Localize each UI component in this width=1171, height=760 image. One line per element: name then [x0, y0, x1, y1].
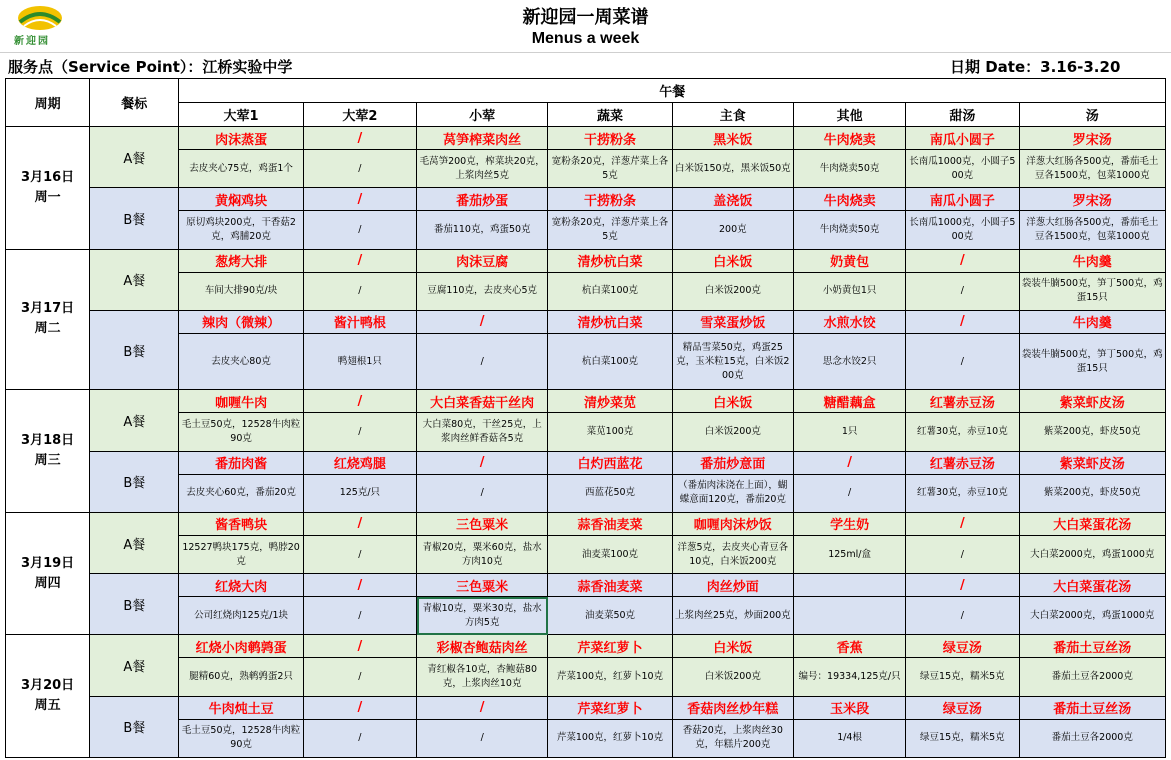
dish-name[interactable]: 干捞粉条 [548, 188, 672, 211]
dish-ingredients[interactable]: 油麦菜100克 [548, 535, 672, 573]
dish-ingredients[interactable]: 红薯30克，赤豆10克 [906, 474, 1019, 512]
dish-ingredients[interactable]: / [303, 211, 416, 249]
dish-name[interactable]: 红烧大肉 [179, 574, 303, 597]
lunch-header: 午餐 [179, 79, 1166, 103]
dish-name[interactable]: 白灼西蓝花 [548, 451, 672, 474]
dish-ingredients[interactable]: 125克/只 [303, 474, 416, 512]
dish-ingredients[interactable]: 1/4根 [793, 719, 905, 757]
page-title: 新迎园一周菜谱 [522, 7, 649, 28]
dish-name[interactable]: 白米饭 [672, 635, 793, 658]
dish-ingredients[interactable]: 200克 [672, 211, 793, 249]
dish-name[interactable]: 清炒菜苋 [548, 390, 672, 413]
dish-name[interactable]: / [417, 696, 548, 719]
day-cell [6, 512, 90, 635]
dish-name[interactable]: 罗宋汤 [1019, 127, 1165, 150]
dish-column-header: 甜汤 [906, 103, 1019, 127]
day-date: 3月19日 [21, 555, 75, 571]
day-cell [6, 249, 90, 390]
meal-label: A餐 [90, 249, 179, 310]
dish-name[interactable]: 番茄炒意面 [672, 451, 793, 474]
dish-ingredients[interactable]: 车间大排90克/块 [179, 272, 303, 310]
divider [0, 52, 1171, 53]
dish-ingredients[interactable]: 12527鸭块175克，鸭脖20克 [179, 535, 303, 573]
dish-name[interactable]: 水煎水饺 [793, 310, 905, 333]
dish-ingredients[interactable]: 洋葱大红肠各500克，番茄毛土豆各1500克，包菜1000克 [1019, 211, 1165, 249]
dish-name[interactable]: 三色粟米 [417, 512, 548, 535]
dish-ingredients[interactable]: 宽粉条20克，洋葱芹菜上各5克 [548, 150, 672, 188]
dish-ingredients[interactable]: 毛土豆50克，12528牛肉粒90克 [179, 413, 303, 451]
dish-ingredients[interactable]: / [906, 272, 1019, 310]
dish-name[interactable]: / [303, 635, 416, 658]
dish-ingredients[interactable]: 白米饭150克，黑米饭50克 [672, 150, 793, 188]
service-point: 服务点（Service Point）：江桥实验中学 [8, 58, 293, 76]
dish-ingredients[interactable]: 大白菜80克，干丝25克，上浆肉丝鲜香菇各5克 [417, 413, 548, 451]
dish-ingredients[interactable]: 洋葱5克，去皮夹心青豆各10克，白米饭200克 [672, 535, 793, 573]
dish-ingredients[interactable]: / [793, 474, 905, 512]
dish-ingredients[interactable]: 精品雪菜50克，鸡蛋25克，玉米粒15克，白米饭200克 [672, 333, 793, 390]
ingredient-row [6, 211, 1166, 249]
dish-name[interactable]: 雪菜蛋炒饭 [672, 310, 793, 333]
page-subtitle: Menus a week [531, 30, 640, 47]
dish-ingredients[interactable]: 牛肉烧卖50克 [793, 211, 905, 249]
dish-name[interactable]: / [303, 512, 416, 535]
dish-row [6, 635, 1166, 658]
dish-column-header: 小荤 [417, 103, 548, 127]
dish-name[interactable]: 南瓜小圆子 [906, 188, 1019, 211]
dish-ingredients[interactable]: / [303, 658, 416, 696]
dish-ingredients[interactable]: 牛肉烧卖50克 [793, 150, 905, 188]
dish-name[interactable]: / [303, 390, 416, 413]
dish-name[interactable]: / [793, 451, 905, 474]
dish-ingredients[interactable]: 思念水饺2只 [793, 333, 905, 390]
dish-name[interactable]: 奶黄包 [793, 249, 905, 272]
dish-name[interactable]: 学生奶 [793, 512, 905, 535]
ingredient-row [6, 474, 1166, 512]
ingredient-row [6, 597, 1166, 635]
dish-name[interactable]: 香蕉 [793, 635, 905, 658]
dish-ingredients[interactable]: 油麦菜50克 [548, 597, 672, 635]
dish-ingredients[interactable]: 编号：19334,125克/只 [793, 658, 905, 696]
dish-ingredients[interactable]: 去皮夹心60克，番茄20克 [179, 474, 303, 512]
dish-name[interactable]: 彩椒杏鲍菇肉丝 [417, 635, 548, 658]
dish-name[interactable]: / [906, 249, 1019, 272]
ingredient-row [6, 333, 1166, 390]
logo-text: 新迎园 [14, 36, 50, 47]
day-cell [6, 390, 90, 513]
dish-ingredients[interactable]: 小奶黄包1只 [793, 272, 905, 310]
dish-ingredients[interactable]: 青红椒各10克，杏鲍菇80克，上浆肉丝10克 [417, 658, 548, 696]
dish-row [6, 451, 1166, 474]
meal-label: B餐 [90, 574, 179, 635]
dish-ingredients[interactable]: / [417, 719, 548, 757]
dish-name[interactable]: 白米饭 [672, 249, 793, 272]
dish-ingredients[interactable]: 番茄土豆各2000克 [1019, 719, 1165, 757]
dish-name[interactable]: / [303, 249, 416, 272]
dish-name[interactable]: 蒜香油麦菜 [548, 574, 672, 597]
day-weekday: 周四 [34, 575, 61, 591]
dish-name[interactable]: 蒜香油麦菜 [548, 512, 672, 535]
dish-column-header: 蔬菜 [548, 103, 672, 127]
day-weekday: 周五 [34, 698, 61, 714]
dish-column-header: 大荤1 [179, 103, 303, 127]
dish-ingredients[interactable]: / [417, 333, 548, 390]
dish-name[interactable]: 玉米段 [793, 696, 905, 719]
ingredient-row [6, 150, 1166, 188]
dish-ingredients[interactable]: 大白菜2000克，鸡蛋1000克 [1019, 535, 1165, 573]
dish-name[interactable]: 番茄炒蛋 [417, 188, 548, 211]
dish-name[interactable]: 紫菜虾皮汤 [1019, 390, 1165, 413]
dish-name[interactable]: / [417, 310, 548, 333]
dish-ingredients[interactable]: 原切鸡块200克，干香菇2克，鸡脯20克 [179, 211, 303, 249]
dish-name[interactable]: 莴笋榨菜肉丝 [417, 127, 548, 150]
dish-name[interactable]: / [906, 310, 1019, 333]
dish-ingredients[interactable]: 豆腐110克，去皮夹心5克 [417, 272, 548, 310]
dish-ingredients[interactable]: 青椒10克，粟米30克，盐水方肉5克 [417, 597, 548, 635]
dish-row [6, 188, 1166, 211]
dish-name[interactable]: 辣肉（微辣） [179, 310, 303, 333]
dish-name[interactable]: / [417, 451, 548, 474]
dish-name[interactable]: 紫菜虾皮汤 [1019, 451, 1165, 474]
dish-ingredients[interactable]: 紫菜200克，虾皮50克 [1019, 474, 1165, 512]
dish-name[interactable]: / [303, 188, 416, 211]
ingredient-row [6, 658, 1166, 696]
dish-ingredients[interactable]: 腿精60克，熟鹌鹑蛋2只 [179, 658, 303, 696]
dish-name[interactable]: 牛肉烧卖 [793, 188, 905, 211]
dish-ingredients[interactable]: 1只 [793, 413, 905, 451]
dish-name[interactable]: 白米饭 [672, 390, 793, 413]
dish-name[interactable]: 番茄土豆丝汤 [1019, 696, 1165, 719]
dish-name[interactable]: / [303, 574, 416, 597]
day-weekday: 周一 [34, 189, 61, 205]
day-date: 3月20日 [21, 678, 75, 694]
dish-ingredients[interactable]: / [906, 597, 1019, 635]
dish-ingredients[interactable]: 去皮夹心75克，鸡蛋1个 [179, 150, 303, 188]
dish-name[interactable]: 干捞粉条 [548, 127, 672, 150]
dish-name[interactable]: 绿豆汤 [906, 635, 1019, 658]
dish-ingredients[interactable]: 宽粉条20克，洋葱芹菜上各5克 [548, 211, 672, 249]
dish-ingredients[interactable]: / [303, 719, 416, 757]
dish-ingredients[interactable]: / [303, 535, 416, 573]
dish-name[interactable]: 芹菜红萝卜 [548, 696, 672, 719]
dish-ingredients[interactable]: 白米饭200克 [672, 413, 793, 451]
dish-ingredients[interactable]: 大白菜2000克，鸡蛋1000克 [1019, 597, 1165, 635]
dish-ingredients[interactable]: 上浆肉丝25克，炒面200克 [672, 597, 793, 635]
dish-name[interactable]: 牛肉羹 [1019, 310, 1165, 333]
dish-ingredients[interactable]: / [303, 413, 416, 451]
dish-name[interactable]: 糖醋藕盒 [793, 390, 905, 413]
dish-row [6, 512, 1166, 535]
dish-ingredients[interactable]: 袋装牛腩500克，笋丁500克，鸡蛋15只 [1019, 272, 1165, 310]
dish-name[interactable]: 红烧小肉鹌鹑蛋 [179, 635, 303, 658]
menu-table [5, 78, 1166, 758]
dish-name[interactable]: / [906, 574, 1019, 597]
dish-name[interactable]: 牛肉炖土豆 [179, 696, 303, 719]
dish-ingredients[interactable]: 绿豆15克，糯米5克 [906, 658, 1019, 696]
dish-row [6, 249, 1166, 272]
dish-column-header: 大荤2 [303, 103, 416, 127]
day-cell [6, 635, 90, 758]
meal-label: A餐 [90, 635, 179, 696]
dish-ingredients[interactable]: 杭白菜100克 [548, 333, 672, 390]
dish-ingredients[interactable]: 芹菜100克，红萝卜10克 [548, 658, 672, 696]
dish-ingredients[interactable]: 杭白菜100克 [548, 272, 672, 310]
dish-name[interactable]: / [906, 512, 1019, 535]
dish-ingredients[interactable]: 去皮夹心80克 [179, 333, 303, 390]
day-weekday: 周二 [34, 321, 61, 337]
dish-ingredients[interactable]: 红薯30克，赤豆10克 [906, 413, 1019, 451]
dish-row [6, 574, 1166, 597]
dish-ingredients[interactable]: 紫菜200克，虾皮50克 [1019, 413, 1165, 451]
dish-ingredients[interactable]: 白米饭200克 [672, 658, 793, 696]
ingredient-row [6, 535, 1166, 573]
dish-ingredients[interactable]: 袋装牛腩500克，笋丁500克，鸡蛋15只 [1019, 333, 1165, 390]
dish-ingredients[interactable] [793, 597, 905, 635]
dish-ingredients[interactable]: / [303, 597, 416, 635]
dish-name[interactable]: 肉沫豆腐 [417, 249, 548, 272]
dish-ingredients[interactable]: 番茄土豆各2000克 [1019, 658, 1165, 696]
dish-name[interactable]: 香菇肉丝炒年糕 [672, 696, 793, 719]
meal-label: A餐 [90, 512, 179, 573]
dish-name[interactable]: 肉沫蒸蛋 [179, 127, 303, 150]
dish-name[interactable]: 肉丝炒面 [672, 574, 793, 597]
dish-name[interactable]: 咖喱肉沫炒饭 [672, 512, 793, 535]
dish-ingredients[interactable]: 毛土豆50克，12528牛肉粒90克 [179, 719, 303, 757]
dish-row [6, 696, 1166, 719]
dish-name[interactable]: 葱烤大排 [179, 249, 303, 272]
day-date: 3月18日 [21, 433, 75, 449]
dish-name[interactable]: 牛肉烧卖 [793, 127, 905, 150]
dish-column-header: 汤 [1019, 103, 1165, 127]
dish-name[interactable]: 番茄土豆丝汤 [1019, 635, 1165, 658]
dish-name[interactable]: 番茄肉酱 [179, 451, 303, 474]
dish-column-header: 主食 [672, 103, 793, 127]
dish-ingredients[interactable]: 鸭翅根1只 [303, 333, 416, 390]
ingredient-row [6, 272, 1166, 310]
dish-row [6, 127, 1166, 150]
dish-ingredients[interactable]: / [906, 535, 1019, 573]
dish-name[interactable] [793, 574, 905, 597]
dish-ingredients[interactable]: （番茄肉沫浇在上面），蝴蝶意面120克，番茄20克 [672, 474, 793, 512]
dish-ingredients[interactable]: 香菇20克，上浆肉丝30克，年糕片200克 [672, 719, 793, 757]
dish-ingredients[interactable]: 西蓝花50克 [548, 474, 672, 512]
dish-name[interactable]: 大白菜蛋花汤 [1019, 512, 1165, 535]
dish-name[interactable]: 三色粟米 [417, 574, 548, 597]
dish-ingredients[interactable]: / [417, 474, 548, 512]
dish-name[interactable]: 清炒杭白菜 [548, 310, 672, 333]
meal-label: A餐 [90, 390, 179, 451]
dish-name[interactable]: 红薯赤豆汤 [906, 390, 1019, 413]
dish-ingredients[interactable]: / [303, 272, 416, 310]
meal-header: 餐标 [90, 79, 179, 127]
dish-name[interactable]: 酱汁鸭根 [303, 310, 416, 333]
dish-ingredients[interactable]: 芹菜100克，红萝卜10克 [548, 719, 672, 757]
dish-ingredients[interactable]: 长南瓜1000克，小圆子500克 [906, 211, 1019, 249]
dish-ingredients[interactable]: / [303, 150, 416, 188]
dish-name[interactable]: 芹菜红萝卜 [548, 635, 672, 658]
dish-ingredients[interactable]: 番茄110克，鸡蛋50克 [417, 211, 548, 249]
dish-name[interactable]: 大白菜香菇干丝肉 [417, 390, 548, 413]
dish-name[interactable]: 盖浇饭 [672, 188, 793, 211]
day-date: 3月16日 [21, 169, 75, 185]
meal-label: B餐 [90, 451, 179, 512]
dish-ingredients[interactable]: 白米饭200克 [672, 272, 793, 310]
meal-label: B餐 [90, 696, 179, 757]
dish-name[interactable]: 黄焖鸡块 [179, 188, 303, 211]
meal-label: A餐 [90, 127, 179, 188]
dish-ingredients[interactable]: 公司红烧肉125克/1块 [179, 597, 303, 635]
dish-name[interactable]: 罗宋汤 [1019, 188, 1165, 211]
day-weekday: 周三 [34, 453, 61, 469]
dish-name[interactable]: 南瓜小圆子 [906, 127, 1019, 150]
dish-ingredients[interactable]: 菜苋100克 [548, 413, 672, 451]
dish-ingredients[interactable]: 长南瓜1000克，小圆子500克 [906, 150, 1019, 188]
meal-label: B餐 [90, 188, 179, 249]
ingredient-row [6, 719, 1166, 757]
dish-name[interactable]: 牛肉羹 [1019, 249, 1165, 272]
dish-name[interactable]: / [303, 127, 416, 150]
dish-name[interactable]: 清炒杭白菜 [548, 249, 672, 272]
dish-ingredients[interactable]: / [906, 333, 1019, 390]
ingredient-row [6, 413, 1166, 451]
dish-ingredients[interactable]: 绿豆15克，糯米5克 [906, 719, 1019, 757]
dish-name[interactable]: 酱香鸭块 [179, 512, 303, 535]
dish-ingredients[interactable]: 毛莴笋200克，榨菜块20克，上浆肉丝5克 [417, 150, 548, 188]
date-range: 日期 Date：3.16-3.20 [950, 58, 1121, 76]
dish-column-header: 其他 [793, 103, 905, 127]
dish-name[interactable]: 红烧鸡腿 [303, 451, 416, 474]
dish-name[interactable]: 绿豆汤 [906, 696, 1019, 719]
day-cell [6, 127, 90, 250]
dish-name[interactable]: 大白菜蛋花汤 [1019, 574, 1165, 597]
dish-row [6, 390, 1166, 413]
dish-row [6, 310, 1166, 333]
meal-label: B餐 [90, 310, 179, 390]
dish-name[interactable]: 咖喱牛肉 [179, 390, 303, 413]
dish-name[interactable]: 黑米饭 [672, 127, 793, 150]
day-date: 3月17日 [21, 301, 75, 317]
dish-ingredients[interactable]: 125ml/盒 [793, 535, 905, 573]
dish-name[interactable]: / [303, 696, 416, 719]
dish-ingredients[interactable]: 洋葱大红肠各500克，番茄毛土豆各1500克，包菜1000克 [1019, 150, 1165, 188]
period-header: 周期 [6, 79, 90, 127]
dish-name[interactable]: 红薯赤豆汤 [906, 451, 1019, 474]
dish-ingredients[interactable]: 青椒20克，粟米60克，盐水方肉10克 [417, 535, 548, 573]
